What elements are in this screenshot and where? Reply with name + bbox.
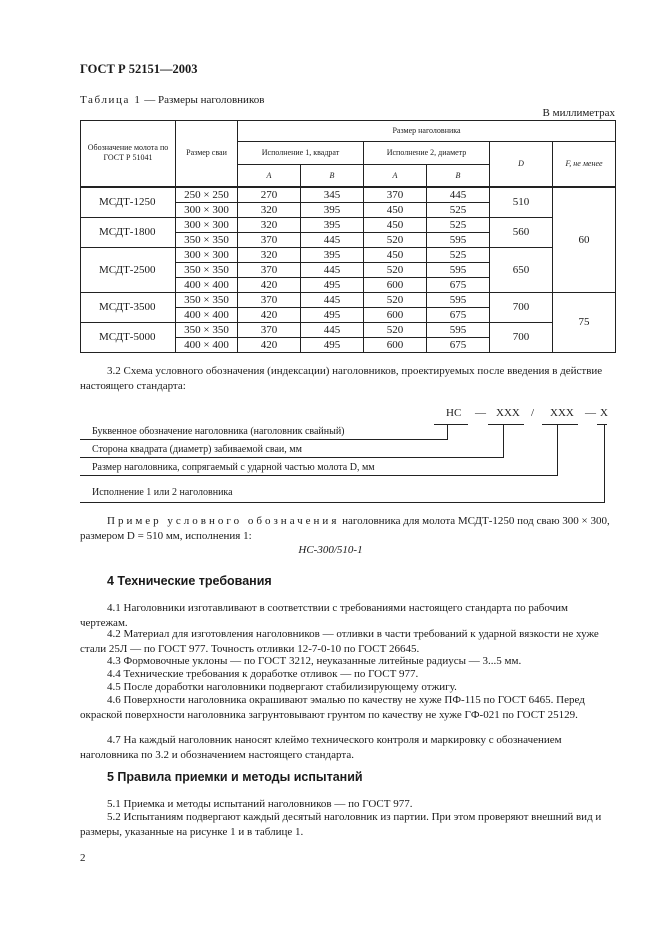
pile-cell: 350 × 350	[176, 262, 238, 277]
b1-cell: 495	[301, 337, 364, 352]
hammer-cell: МСДТ-1250	[81, 187, 176, 218]
d-cell: 700	[490, 292, 553, 322]
d-cell: 510	[490, 187, 553, 218]
document-header: ГОСТ Р 52151—2003	[80, 62, 198, 76]
header-a1: A	[238, 165, 301, 187]
b1-cell: 495	[301, 277, 364, 292]
para-4-3: 4.3 Формовочные уклоны — по ГОСТ 3212, неуказанные литейные радиусы — 3...5 мм.	[107, 655, 522, 667]
para-5-2: 5.2 Испытаниям подвергают каждый десятый наголовник из партии. При этом проверяют внешний вид и размеры, указанные на рисунке 1 и в таблице 1.	[80, 811, 602, 838]
b2-cell: 675	[427, 277, 490, 292]
table-caption	[80, 94, 264, 106]
example-code: НС-300/510-1	[298, 544, 363, 556]
header-b2: B	[427, 165, 490, 187]
section-5-title: 5 Правила приемки и методы испытаний	[107, 770, 363, 784]
d-cell: 700	[490, 322, 553, 352]
header-b1: B	[301, 165, 364, 187]
header-version-1: Исполнение 1, квадрат	[238, 142, 364, 165]
pile-cell: 300 × 300	[176, 217, 238, 232]
d-cell: 560	[490, 217, 553, 247]
a1-cell: 420	[238, 307, 301, 322]
leader-line	[604, 424, 605, 502]
table-row	[81, 322, 616, 337]
code-dash-2: —	[585, 407, 596, 419]
a2-cell: 520	[364, 262, 427, 277]
d-cell: 650	[490, 247, 553, 292]
code-dash-1: —	[475, 407, 486, 419]
page-number: 2	[80, 852, 86, 864]
a2-cell: 370	[364, 187, 427, 203]
para-4-4: 4.4 Технические требования к доработке отливок — по ГОСТ 977.	[107, 668, 419, 680]
b2-cell: 525	[427, 217, 490, 232]
a2-cell: 600	[364, 277, 427, 292]
b2-cell: 525	[427, 247, 490, 262]
b1-cell: 395	[301, 247, 364, 262]
para-4-7: 4.7 На каждый наголовник наносят клеймо технического контроля и маркировку с обозначением наголовника по 3.2 и обозначением настоящего стандарта.	[80, 734, 562, 761]
dimensions-table	[80, 120, 616, 353]
pile-cell: 350 × 350	[176, 292, 238, 307]
leader-line	[80, 439, 448, 440]
b1-cell: 345	[301, 187, 364, 203]
pile-cell: 350 × 350	[176, 232, 238, 247]
pile-cell: 250 × 250	[176, 187, 238, 203]
table-row	[81, 217, 616, 232]
f-cell: 60	[553, 187, 616, 293]
a2-cell: 450	[364, 202, 427, 217]
leader-line	[80, 475, 558, 476]
table-caption-prefix: Таблица 1	[80, 94, 142, 106]
code-underline	[597, 424, 607, 425]
pile-cell: 400 × 400	[176, 307, 238, 322]
section-4-title: 4 Технические требования	[107, 574, 272, 588]
b1-cell: 445	[301, 322, 364, 337]
a1-cell: 370	[238, 232, 301, 247]
a2-cell: 600	[364, 307, 427, 322]
example-text	[80, 514, 615, 543]
code-underline	[488, 424, 524, 425]
designation-diagram	[80, 403, 620, 513]
a1-cell: 370	[238, 292, 301, 307]
leader-line	[557, 424, 558, 475]
code-pile-size: ХХХ	[496, 407, 520, 419]
table-units: В миллиметрах	[542, 107, 615, 119]
para-4-2: 4.2 Материал для изготовления наголовников — отливки в части требований к ударной вязкости не хуже стали 25Л — по ГОСТ 977. Точность отливки 12-7-0-10 по ГОСТ 26645.	[80, 628, 599, 655]
code-cap-size: ХХХ	[550, 407, 574, 419]
section-3-2-text: 3.2 Схема условного обозначения (индексации) наголовников, проектируемых после введения в действие настоящего стандарта:	[80, 365, 603, 392]
b1-cell: 395	[301, 217, 364, 232]
leader-line	[80, 502, 605, 503]
a2-cell: 520	[364, 322, 427, 337]
b2-cell: 675	[427, 307, 490, 322]
header-a2: A	[364, 165, 427, 187]
a2-cell: 520	[364, 232, 427, 247]
b1-cell: 395	[301, 202, 364, 217]
pile-cell: 400 × 400	[176, 337, 238, 352]
a2-cell: 450	[364, 217, 427, 232]
code-prefix: НС	[446, 407, 462, 419]
hammer-cell: МСДТ-1800	[81, 217, 176, 247]
b2-cell: 595	[427, 292, 490, 307]
a1-cell: 420	[238, 337, 301, 352]
pile-cell: 400 × 400	[176, 277, 238, 292]
example-lead: Пример условного обозначения	[107, 515, 340, 527]
a1-cell: 320	[238, 202, 301, 217]
code-version: Х	[600, 407, 608, 419]
table-row	[81, 292, 616, 307]
a1-cell: 320	[238, 217, 301, 232]
table-row	[81, 247, 616, 262]
b1-cell: 445	[301, 262, 364, 277]
a2-cell: 450	[364, 247, 427, 262]
a1-cell: 320	[238, 247, 301, 262]
code-underline	[434, 424, 468, 425]
pile-cell: 350 × 350	[176, 322, 238, 337]
leader-line	[447, 424, 448, 439]
pile-cell: 300 × 300	[176, 247, 238, 262]
b2-cell: 445	[427, 187, 490, 203]
b2-cell: 595	[427, 262, 490, 277]
a2-cell: 600	[364, 337, 427, 352]
hammer-cell: МСДТ-2500	[81, 247, 176, 292]
b2-cell: 595	[427, 322, 490, 337]
b1-cell: 445	[301, 232, 364, 247]
leader-line	[80, 457, 504, 458]
header-pile-size: Размер сваи	[176, 121, 238, 187]
hammer-cell: МСДТ-5000	[81, 322, 176, 352]
a2-cell: 520	[364, 292, 427, 307]
label-pile-side: Сторона квадрата (диаметр) забиваемой сваи, мм	[92, 444, 302, 455]
table-row	[81, 187, 616, 203]
header-hammer: Обозначение молота по ГОСТ Р 51041	[81, 121, 176, 187]
header-d: D	[490, 142, 553, 187]
header-f: F, не менее	[553, 142, 616, 187]
f-cell: 75	[553, 292, 616, 352]
code-slash: /	[531, 407, 535, 419]
pile-cell: 300 × 300	[176, 202, 238, 217]
b2-cell: 675	[427, 337, 490, 352]
example-rest: наголовника для молота МСДТ-1250 под сваю 300 × 300, размером D = 510 мм, исполнения 1:	[80, 515, 610, 542]
a1-cell: 370	[238, 262, 301, 277]
para-4-1: 4.1 Наголовники изготавливают в соответствии с требованиями настоящего стандарта по рабочим чертежам.	[80, 602, 568, 629]
label-cap-size: Размер наголовника, сопрягаемый с ударной частью молота D, мм	[92, 462, 375, 473]
a1-cell: 370	[238, 322, 301, 337]
code-underline	[542, 424, 578, 425]
b2-cell: 525	[427, 202, 490, 217]
a1-cell: 420	[238, 277, 301, 292]
b1-cell: 445	[301, 292, 364, 307]
para-4-6: 4.6 Поверхности наголовника окрашивают эмалью по качеству не хуже ПФ-115 по ГОСТ 6465. Перед окраской поверхности наголовника загрунтовывают грунтом по качеству не хуже ГФ-021 по ГОСТ 25129.	[80, 694, 585, 721]
label-letter-designation: Буквенное обозначение наголовника (наголовник свайный)	[92, 426, 345, 437]
leader-line	[503, 424, 504, 457]
b2-cell: 595	[427, 232, 490, 247]
header-cap-size: Размер наголовника	[238, 121, 616, 142]
a1-cell: 270	[238, 187, 301, 203]
b1-cell: 495	[301, 307, 364, 322]
header-version-2: Исполнение 2, диаметр	[364, 142, 490, 165]
para-4-5: 4.5 После доработки наголовники подвергают стабилизирующему отжигу.	[107, 681, 457, 693]
table-caption-text: — Размеры наголовников	[141, 94, 265, 106]
para-5-1: 5.1 Приемка и методы испытаний наголовников — по ГОСТ 977.	[107, 798, 413, 810]
label-version: Исполнение 1 или 2 наголовника	[92, 487, 233, 498]
hammer-cell: МСДТ-3500	[81, 292, 176, 322]
